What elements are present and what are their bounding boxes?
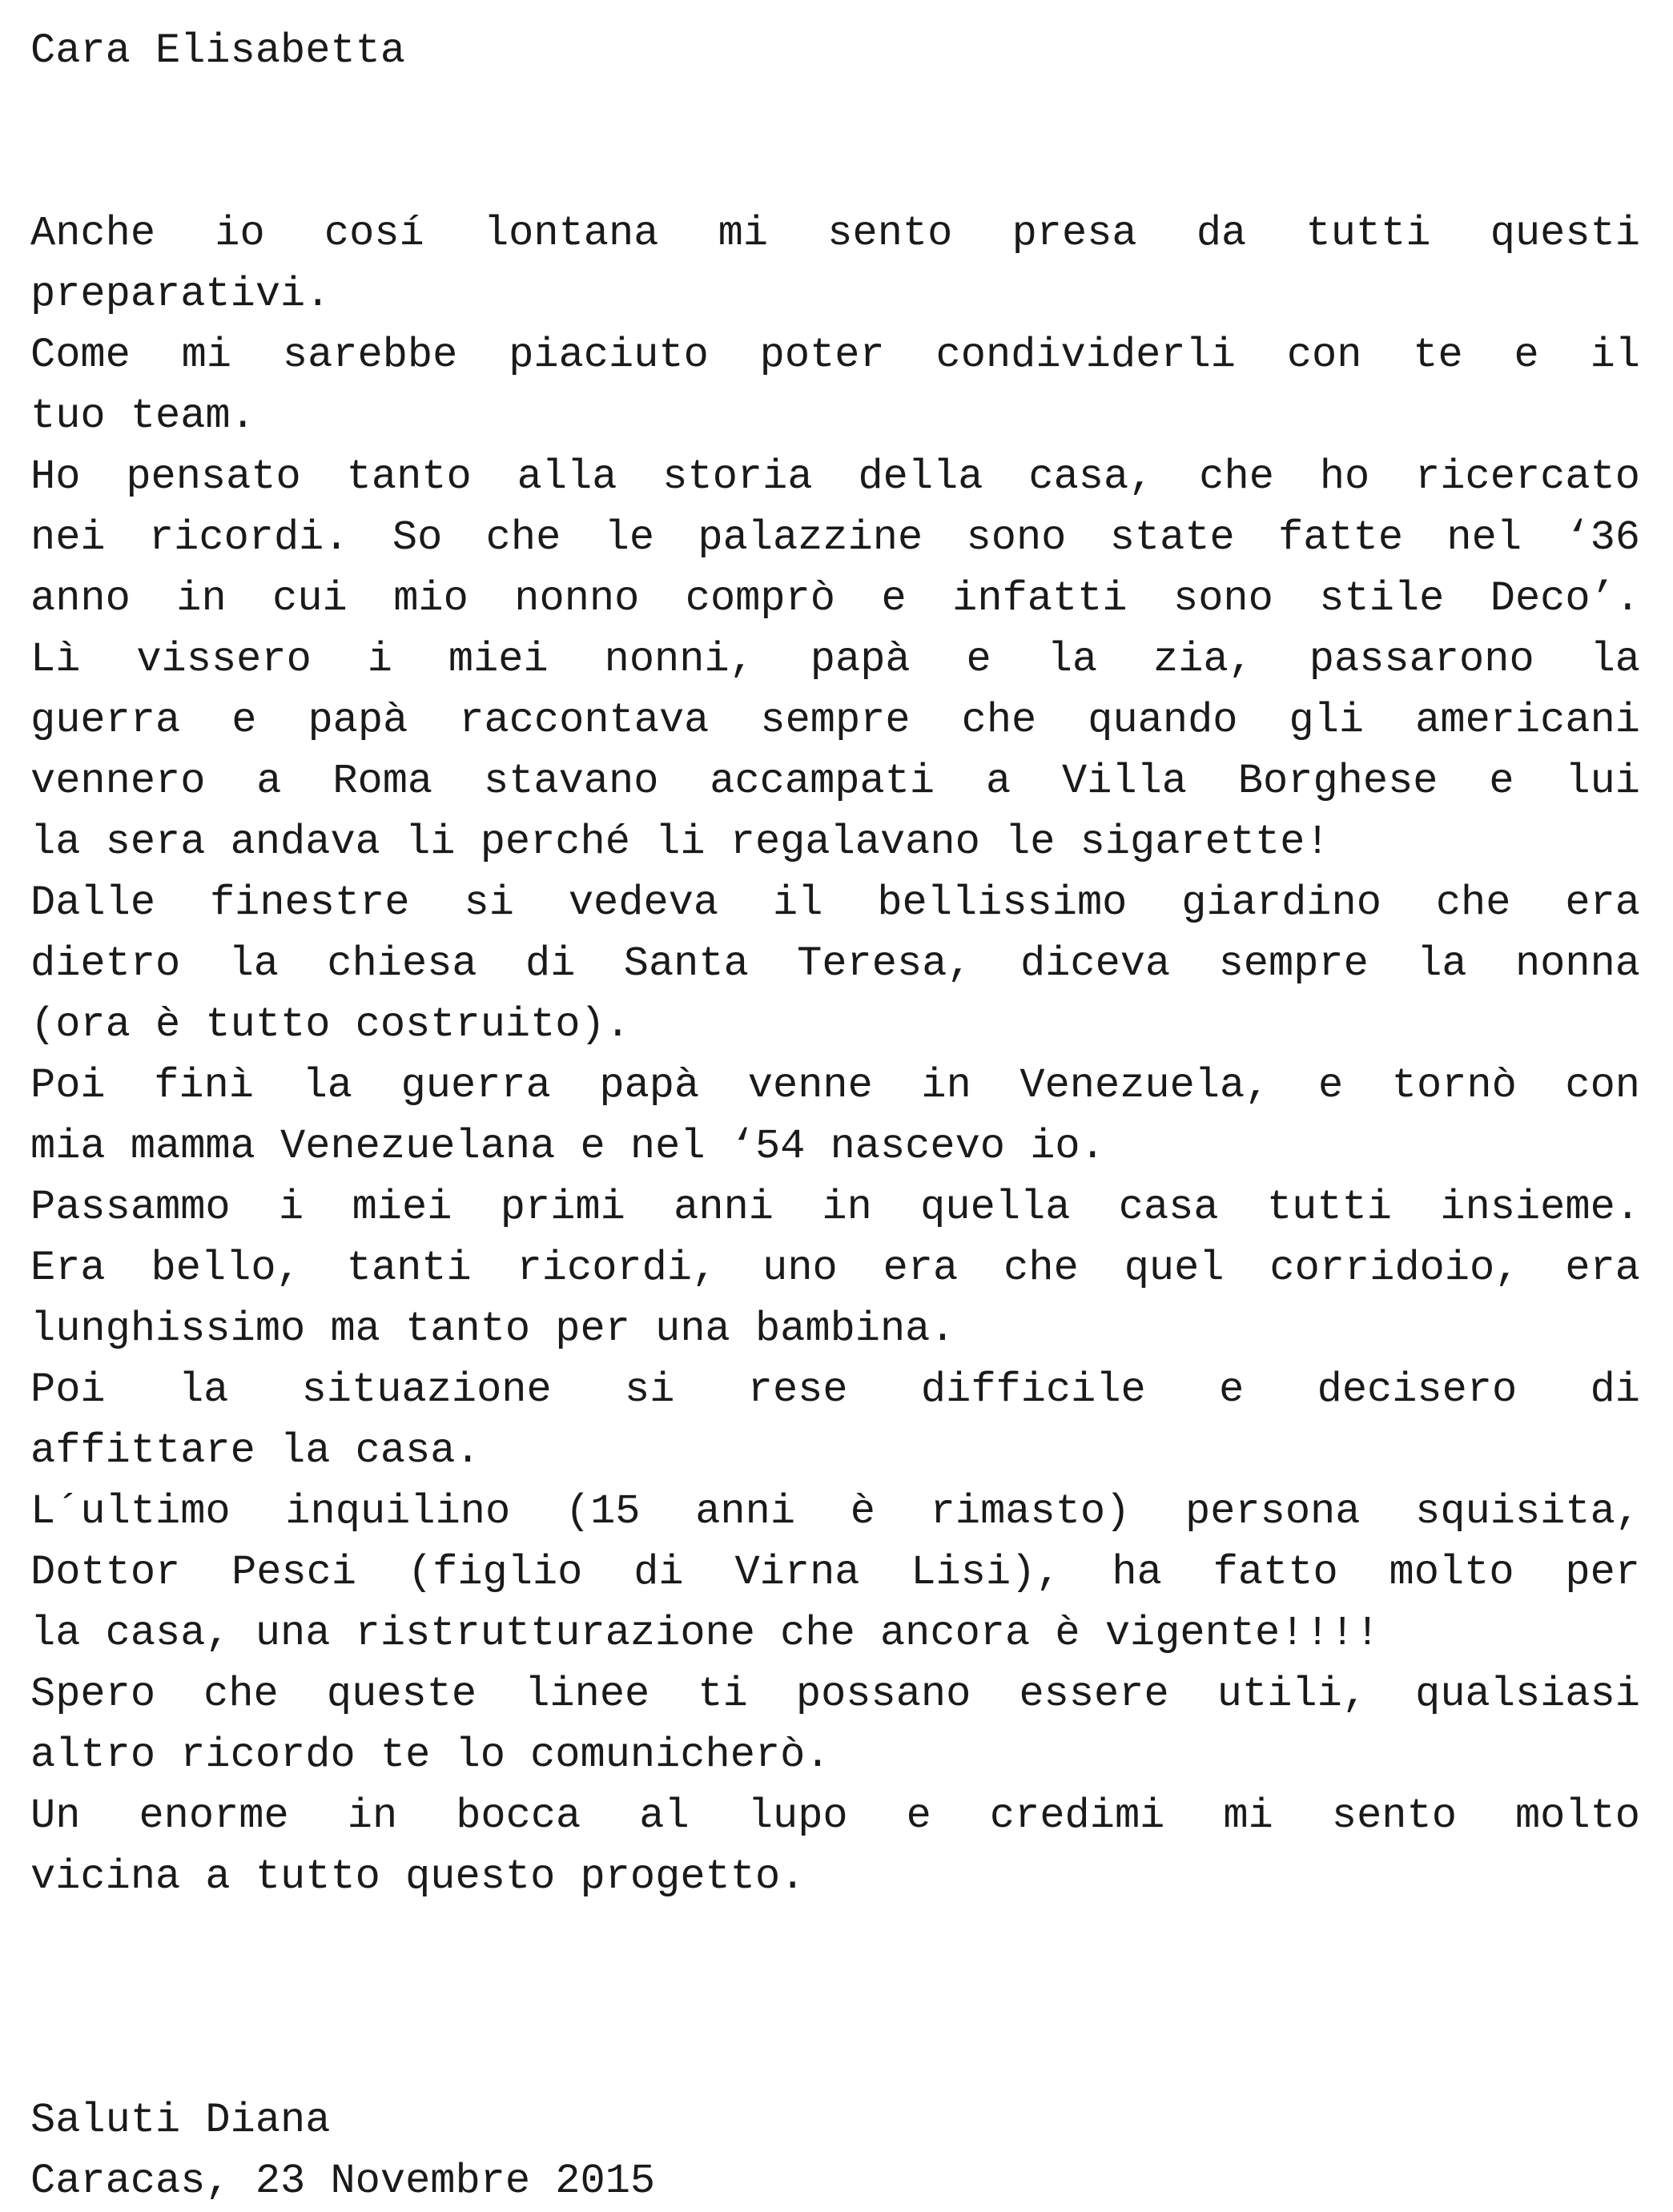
body-line: affittare la casa. <box>30 1427 481 1474</box>
body-line: Passammo i miei primi anni in quella casa tutti insieme. <box>30 1184 1640 1231</box>
body-line: vennero a Roma stavano accampati a Villa Borghese e lui <box>30 758 1640 805</box>
body-line: nei ricordi. So che le palazzine sono state fatte nel ‘36 <box>30 514 1640 561</box>
body-line: mia mamma Venezuelana e nel ‘54 nascevo io. <box>30 1123 1105 1170</box>
body-line: Ho pensato tanto alla storia della casa, che ho ricercato <box>30 453 1640 501</box>
spacer <box>30 82 1640 203</box>
body-line: anno in cui mio nonno comprò e infatti sono stile Deco’. <box>30 575 1640 622</box>
spacer <box>30 1908 1640 2090</box>
body-line: altro ricordo te lo comunicherò. <box>30 1731 830 1779</box>
body-line: Anche io cosí lontana mi sento presa da tutti questi <box>30 210 1640 257</box>
salutation: Cara Elisabetta <box>30 27 406 74</box>
closing: Saluti Diana <box>30 2097 331 2144</box>
body-line: guerra e papà raccontava sempre che quando gli americani <box>30 697 1640 744</box>
body-line: vicina a tutto questo progetto. <box>30 1853 806 1900</box>
body-line: Poi la situazione si rese difficile e decisero di <box>30 1366 1640 1414</box>
body-line: la sera andava li perché li regalavano le sigarette! <box>30 818 1330 866</box>
body-line: Come mi sarebbe piaciuto poter condividerli con te e il <box>30 332 1640 379</box>
body-line: dietro la chiesa di Santa Teresa, diceva sempre la nonna <box>30 940 1640 987</box>
body-line: Dottor Pesci (figlio di Virna Lisi), ha fatto molto per <box>30 1549 1640 1596</box>
body-line: Poi finì la guerra papà venne in Venezuela, e tornò con <box>30 1062 1640 1109</box>
body-line: la casa, una ristrutturazione che ancora è vigente!!!! <box>30 1610 1381 1657</box>
body-line: tuo team. <box>30 392 255 440</box>
body-line: Spero che queste linee ti possano essere utili, qualsiasi <box>30 1671 1640 1718</box>
body-line: L´ultimo inquilino (15 anni è rimasto) persona squisita, <box>30 1488 1640 1535</box>
body-line: preparativi. <box>30 271 331 318</box>
place-date: Caracas, 23 Novembre 2015 <box>30 2158 656 2205</box>
body-line: Era bello, tanti ricordi, uno era che quel corridoio, era <box>30 1245 1640 1292</box>
body-line: Lì vissero i miei nonni, papà e la zia, passarono la <box>30 636 1640 683</box>
body-line: Un enorme in bocca al lupo e credimi mi sento molto <box>30 1792 1640 1840</box>
body-line: Dalle finestre si vedeva il bellissimo giardino che era <box>30 879 1640 927</box>
body-line: lunghissimo ma tanto per una bambina. <box>30 1305 955 1353</box>
body-line: (ora è tutto costruito). <box>30 1001 630 1048</box>
letter-body <box>30 203 1640 1908</box>
letter-page <box>30 21 1640 2212</box>
